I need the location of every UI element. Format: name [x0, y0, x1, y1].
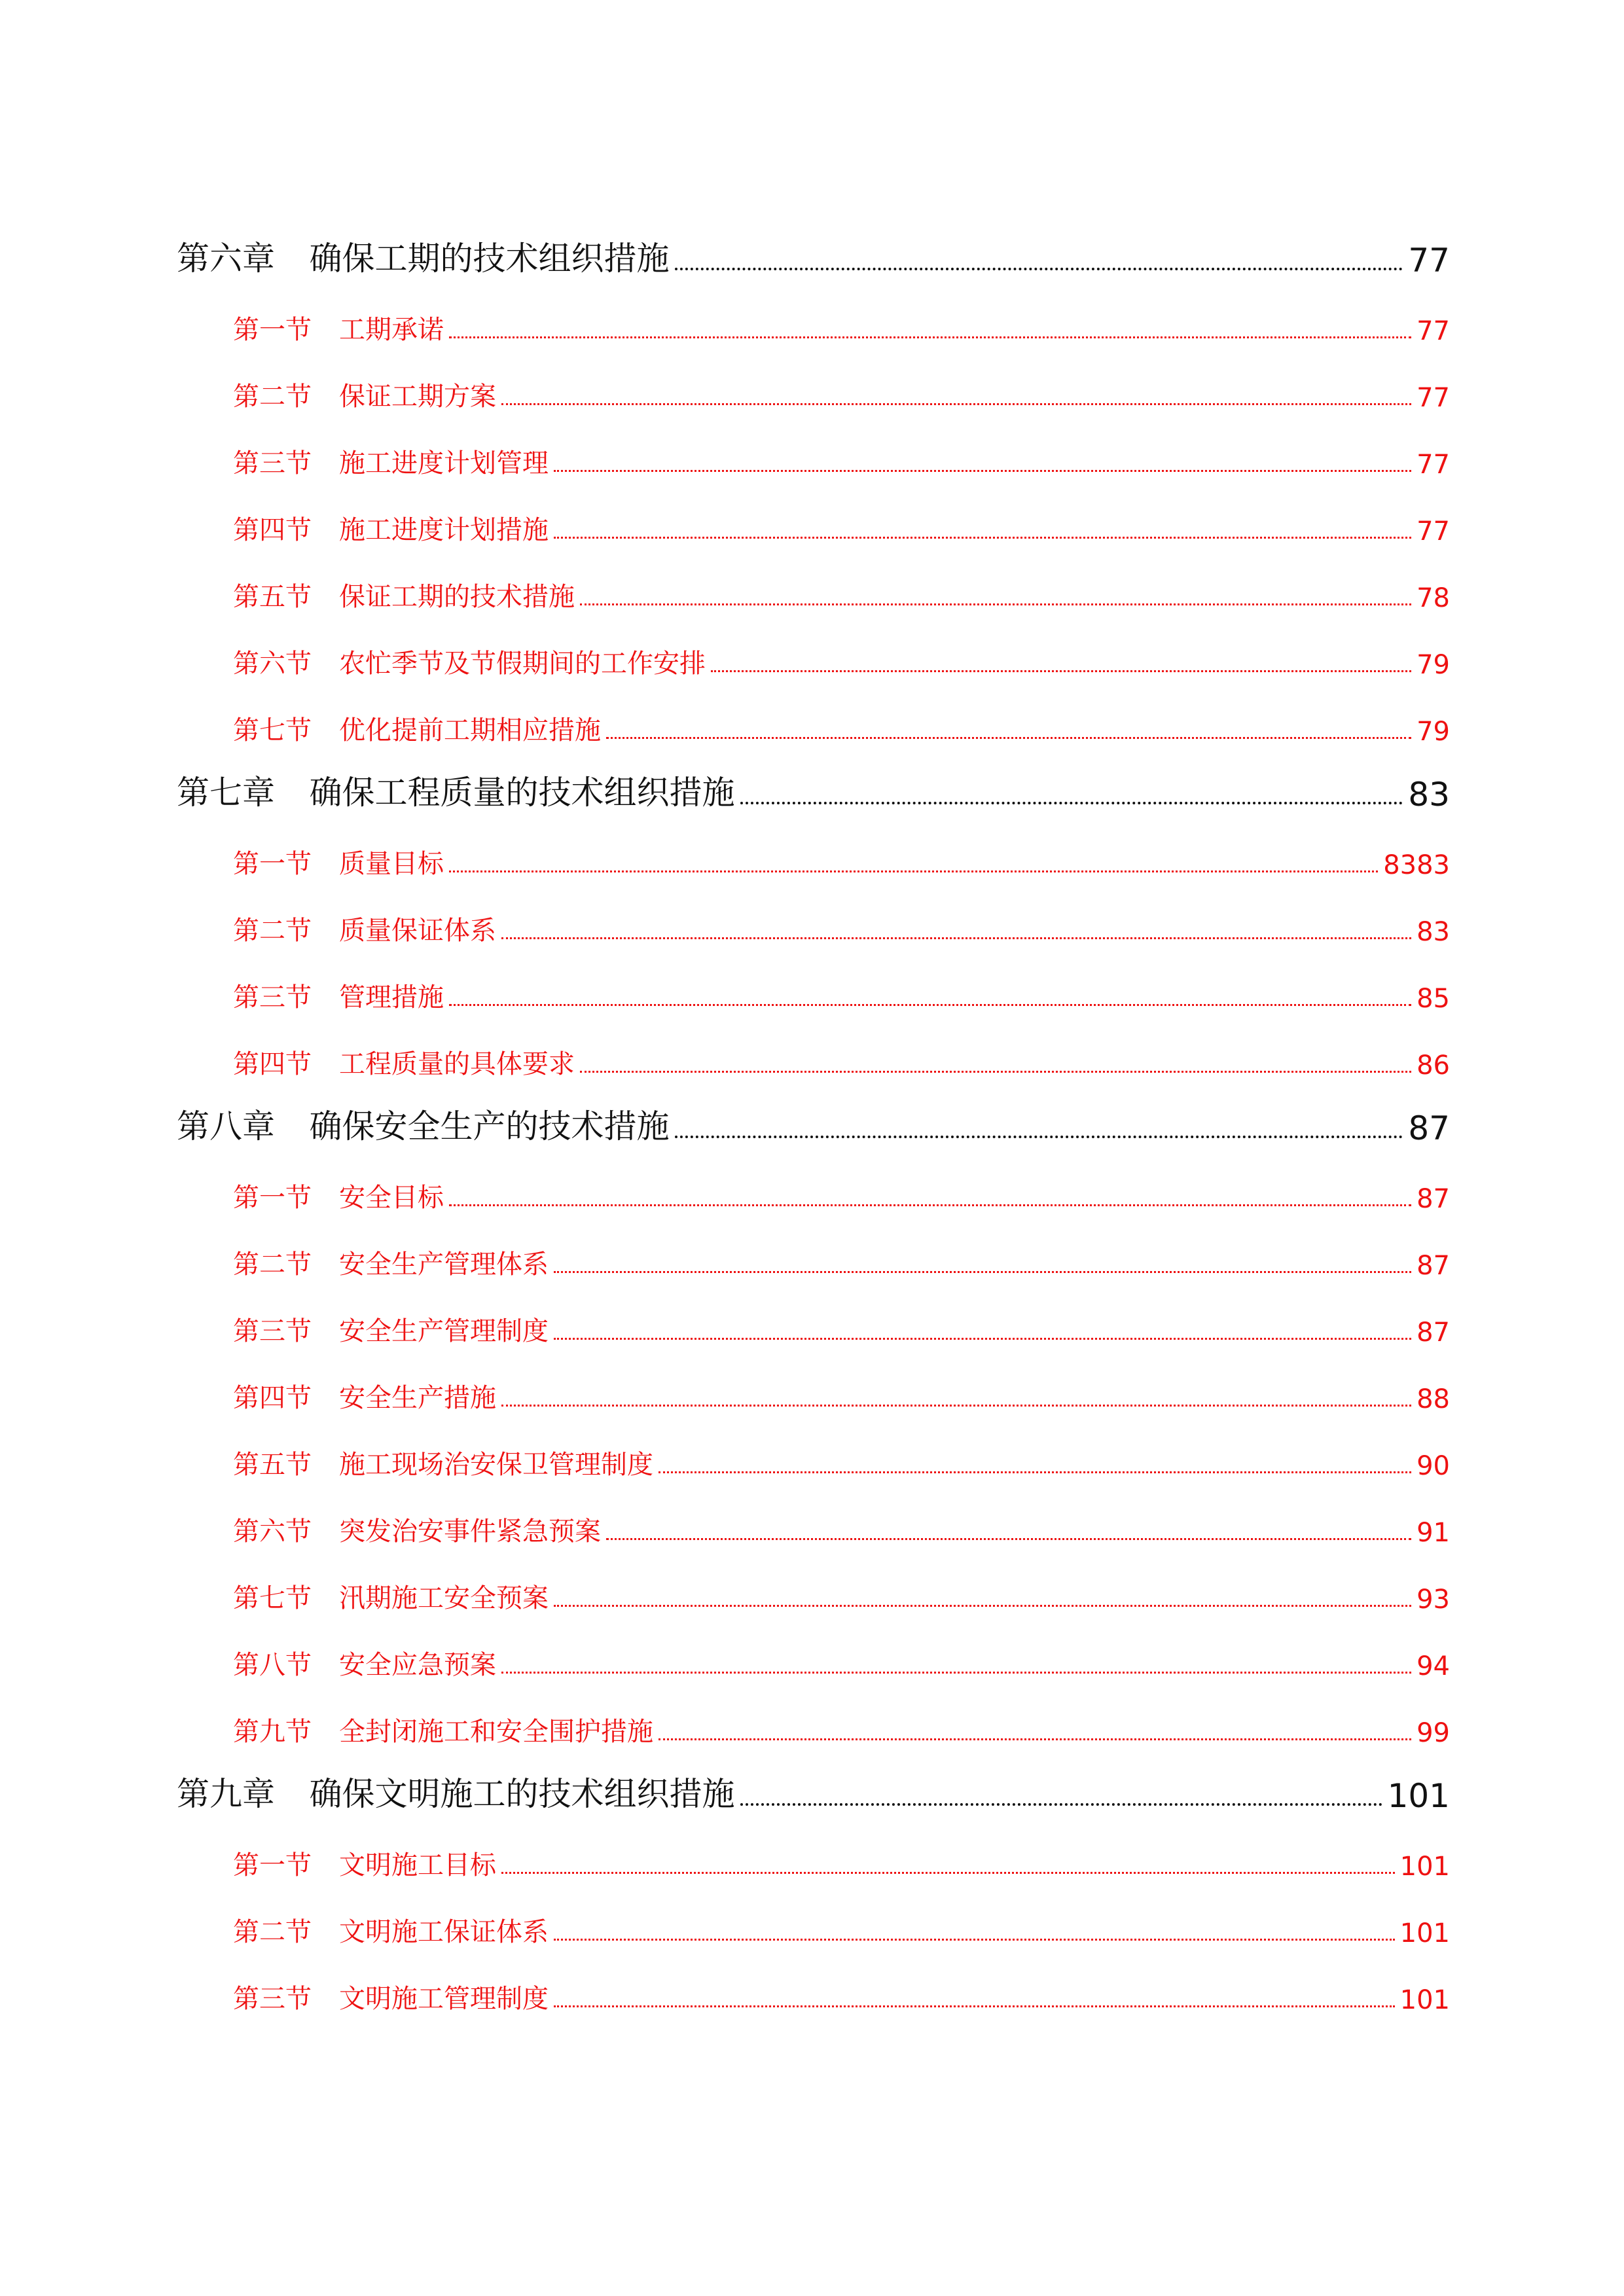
- dot-leader: [449, 870, 1378, 872]
- toc-section[interactable]: [177, 1348, 1450, 1414]
- toc-title: 文明施工保证体系: [339, 1917, 549, 1947]
- toc-title: 农忙季节及节假期间的工作安排: [339, 649, 706, 679]
- toc-page-number: 101: [1399, 1985, 1450, 2015]
- dot-leader: [711, 670, 1411, 672]
- toc-title: 工程质量的具体要求: [339, 1049, 575, 1079]
- toc-page-number: 87: [1416, 1184, 1450, 1214]
- toc-page-number: 77: [1408, 242, 1450, 279]
- toc-title: 确保文明施工的技术组织措施: [309, 1775, 735, 1813]
- toc-number: 第六节: [233, 649, 312, 679]
- toc-title: 文明施工目标: [339, 1850, 496, 1880]
- toc-page-number: 88: [1416, 1384, 1450, 1414]
- toc-page-number: 77: [1416, 383, 1450, 413]
- dot-leader: [554, 1338, 1411, 1340]
- toc-title: 安全生产管理制度: [339, 1316, 549, 1346]
- toc-section[interactable]: [177, 1948, 1450, 2015]
- toc-title: 全封闭施工和安全围护措施: [339, 1717, 653, 1747]
- dot-leader: [501, 1405, 1411, 1407]
- toc-section[interactable]: [177, 1014, 1450, 1081]
- toc-section[interactable]: [177, 613, 1450, 680]
- toc-number: 第三节: [233, 1984, 312, 2014]
- toc-number: 第七节: [233, 715, 312, 745]
- toc-number: 第二节: [233, 1917, 312, 1947]
- toc-page-number: 83: [1416, 917, 1450, 947]
- dot-leader: [675, 268, 1403, 270]
- dot-leader: [554, 1939, 1395, 1941]
- dot-leader: [501, 937, 1411, 939]
- toc-section[interactable]: [177, 480, 1450, 547]
- toc-chapter[interactable]: [177, 213, 1450, 279]
- toc-section[interactable]: [177, 1815, 1450, 1882]
- toc-number: 第七章: [177, 774, 275, 812]
- toc-number: 第二节: [233, 382, 312, 412]
- toc-page-number: 8383: [1383, 850, 1450, 880]
- toc-page-number: 79: [1416, 717, 1450, 747]
- toc-section[interactable]: [177, 880, 1450, 947]
- toc-number: 第五节: [233, 1450, 312, 1480]
- toc-number: 第三节: [233, 982, 312, 1013]
- dot-leader: [659, 1738, 1411, 1740]
- toc-title: 安全目标: [339, 1183, 444, 1213]
- toc-title: 突发治安事件紧急预案: [339, 1516, 601, 1547]
- toc-title: 汛期施工安全预案: [339, 1583, 549, 1613]
- toc-number: 第八章: [177, 1107, 275, 1145]
- toc-title: 保证工期方案: [339, 382, 496, 412]
- toc-page-number: 87: [1408, 1109, 1450, 1147]
- toc-title: 优化提前工期相应措施: [339, 715, 601, 745]
- toc-number: 第一节: [233, 315, 312, 345]
- toc-title: 安全生产管理体系: [339, 1249, 549, 1280]
- toc-page-number: 77: [1416, 516, 1450, 547]
- toc-section[interactable]: [177, 346, 1450, 413]
- toc-page-number: 83: [1408, 776, 1450, 814]
- toc-title: 确保工期的技术组织措施: [309, 240, 670, 278]
- toc-title: 管理措施: [339, 982, 444, 1013]
- toc-section[interactable]: [177, 1414, 1450, 1481]
- dot-leader: [675, 1136, 1403, 1138]
- toc-number: 第三节: [233, 1316, 312, 1346]
- toc-number: 第五节: [233, 582, 312, 612]
- table-of-contents: [177, 213, 1450, 2015]
- toc-section[interactable]: [177, 279, 1450, 346]
- toc-section[interactable]: [177, 1882, 1450, 1948]
- toc-title: 施工进度计划管理: [339, 448, 549, 478]
- toc-title: 文明施工管理制度: [339, 1984, 549, 2014]
- dot-leader: [554, 1605, 1411, 1607]
- dot-leader: [449, 336, 1411, 338]
- toc-title: 安全生产措施: [339, 1383, 496, 1413]
- toc-page-number: 91: [1416, 1518, 1450, 1548]
- toc-number: 第六章: [177, 240, 275, 278]
- dot-leader: [554, 537, 1411, 539]
- toc-title: 保证工期的技术措施: [339, 582, 575, 612]
- toc-section[interactable]: [177, 1481, 1450, 1548]
- toc-page-number: 77: [1416, 316, 1450, 346]
- toc-title: 确保安全生产的技术措施: [309, 1107, 670, 1145]
- toc-title: 施工现场治安保卫管理制度: [339, 1450, 653, 1480]
- toc-page-number: 79: [1416, 650, 1450, 680]
- toc-number: 第四节: [233, 1383, 312, 1413]
- toc-page-number: 99: [1416, 1718, 1450, 1748]
- toc-section[interactable]: [177, 413, 1450, 480]
- toc-section[interactable]: [177, 1615, 1450, 1681]
- toc-number: 第八节: [233, 1650, 312, 1680]
- toc-page-number: 87: [1416, 1318, 1450, 1348]
- toc-title: 质量目标: [339, 849, 444, 879]
- toc-section[interactable]: [177, 547, 1450, 613]
- toc-section[interactable]: [177, 814, 1450, 880]
- dot-leader: [606, 737, 1411, 739]
- dot-leader: [740, 1803, 1382, 1806]
- dot-leader: [606, 1538, 1411, 1540]
- dot-leader: [659, 1471, 1411, 1473]
- toc-title: 确保工程质量的技术组织措施: [309, 774, 735, 812]
- dot-leader: [501, 1872, 1395, 1874]
- dot-leader: [580, 603, 1411, 605]
- toc-page-number: 87: [1416, 1251, 1450, 1281]
- toc-number: 第六节: [233, 1516, 312, 1547]
- toc-section[interactable]: [177, 1147, 1450, 1214]
- toc-number: 第二节: [233, 916, 312, 946]
- toc-page-number: 93: [1416, 1585, 1450, 1615]
- dot-leader: [449, 1204, 1411, 1206]
- toc-number: 第四节: [233, 515, 312, 545]
- toc-number: 第三节: [233, 448, 312, 478]
- toc-chapter[interactable]: [177, 1748, 1450, 1815]
- dot-leader: [580, 1071, 1411, 1073]
- dot-leader: [501, 1672, 1411, 1674]
- toc-number: 第二节: [233, 1249, 312, 1280]
- toc-number: 第一节: [233, 1183, 312, 1213]
- dot-leader: [554, 2005, 1395, 2007]
- toc-chapter[interactable]: [177, 747, 1450, 814]
- toc-section[interactable]: [177, 1214, 1450, 1281]
- toc-page-number: 94: [1416, 1651, 1450, 1681]
- toc-number: 第九章: [177, 1775, 275, 1813]
- toc-page-number: 90: [1416, 1451, 1450, 1481]
- toc-page-number: 78: [1416, 583, 1450, 613]
- toc-page-number: 101: [1399, 1852, 1450, 1882]
- toc-page-number: 85: [1416, 984, 1450, 1014]
- toc-page-number: 101: [1399, 1918, 1450, 1948]
- toc-chapter[interactable]: [177, 1081, 1450, 1147]
- toc-number: 第四节: [233, 1049, 312, 1079]
- toc-page-number: 86: [1416, 1050, 1450, 1081]
- dot-leader: [501, 403, 1411, 405]
- dot-leader: [554, 470, 1411, 472]
- toc-title: 工期承诺: [339, 315, 444, 345]
- toc-section[interactable]: [177, 947, 1450, 1014]
- toc-number: 第九节: [233, 1717, 312, 1747]
- toc-number: 第一节: [233, 849, 312, 879]
- toc-title: 安全应急预案: [339, 1650, 496, 1680]
- toc-title: 质量保证体系: [339, 916, 496, 946]
- toc-title: 施工进度计划措施: [339, 515, 549, 545]
- toc-number: 第七节: [233, 1583, 312, 1613]
- toc-section[interactable]: [177, 1681, 1450, 1748]
- dot-leader: [449, 1004, 1411, 1006]
- toc-section[interactable]: [177, 1281, 1450, 1348]
- toc-page-number: 77: [1416, 450, 1450, 480]
- dot-leader: [554, 1271, 1411, 1273]
- toc-section[interactable]: [177, 1548, 1450, 1615]
- dot-leader: [740, 802, 1403, 804]
- toc-section[interactable]: [177, 680, 1450, 747]
- toc-page-number: 101: [1387, 1777, 1450, 1815]
- toc-number: 第一节: [233, 1850, 312, 1880]
